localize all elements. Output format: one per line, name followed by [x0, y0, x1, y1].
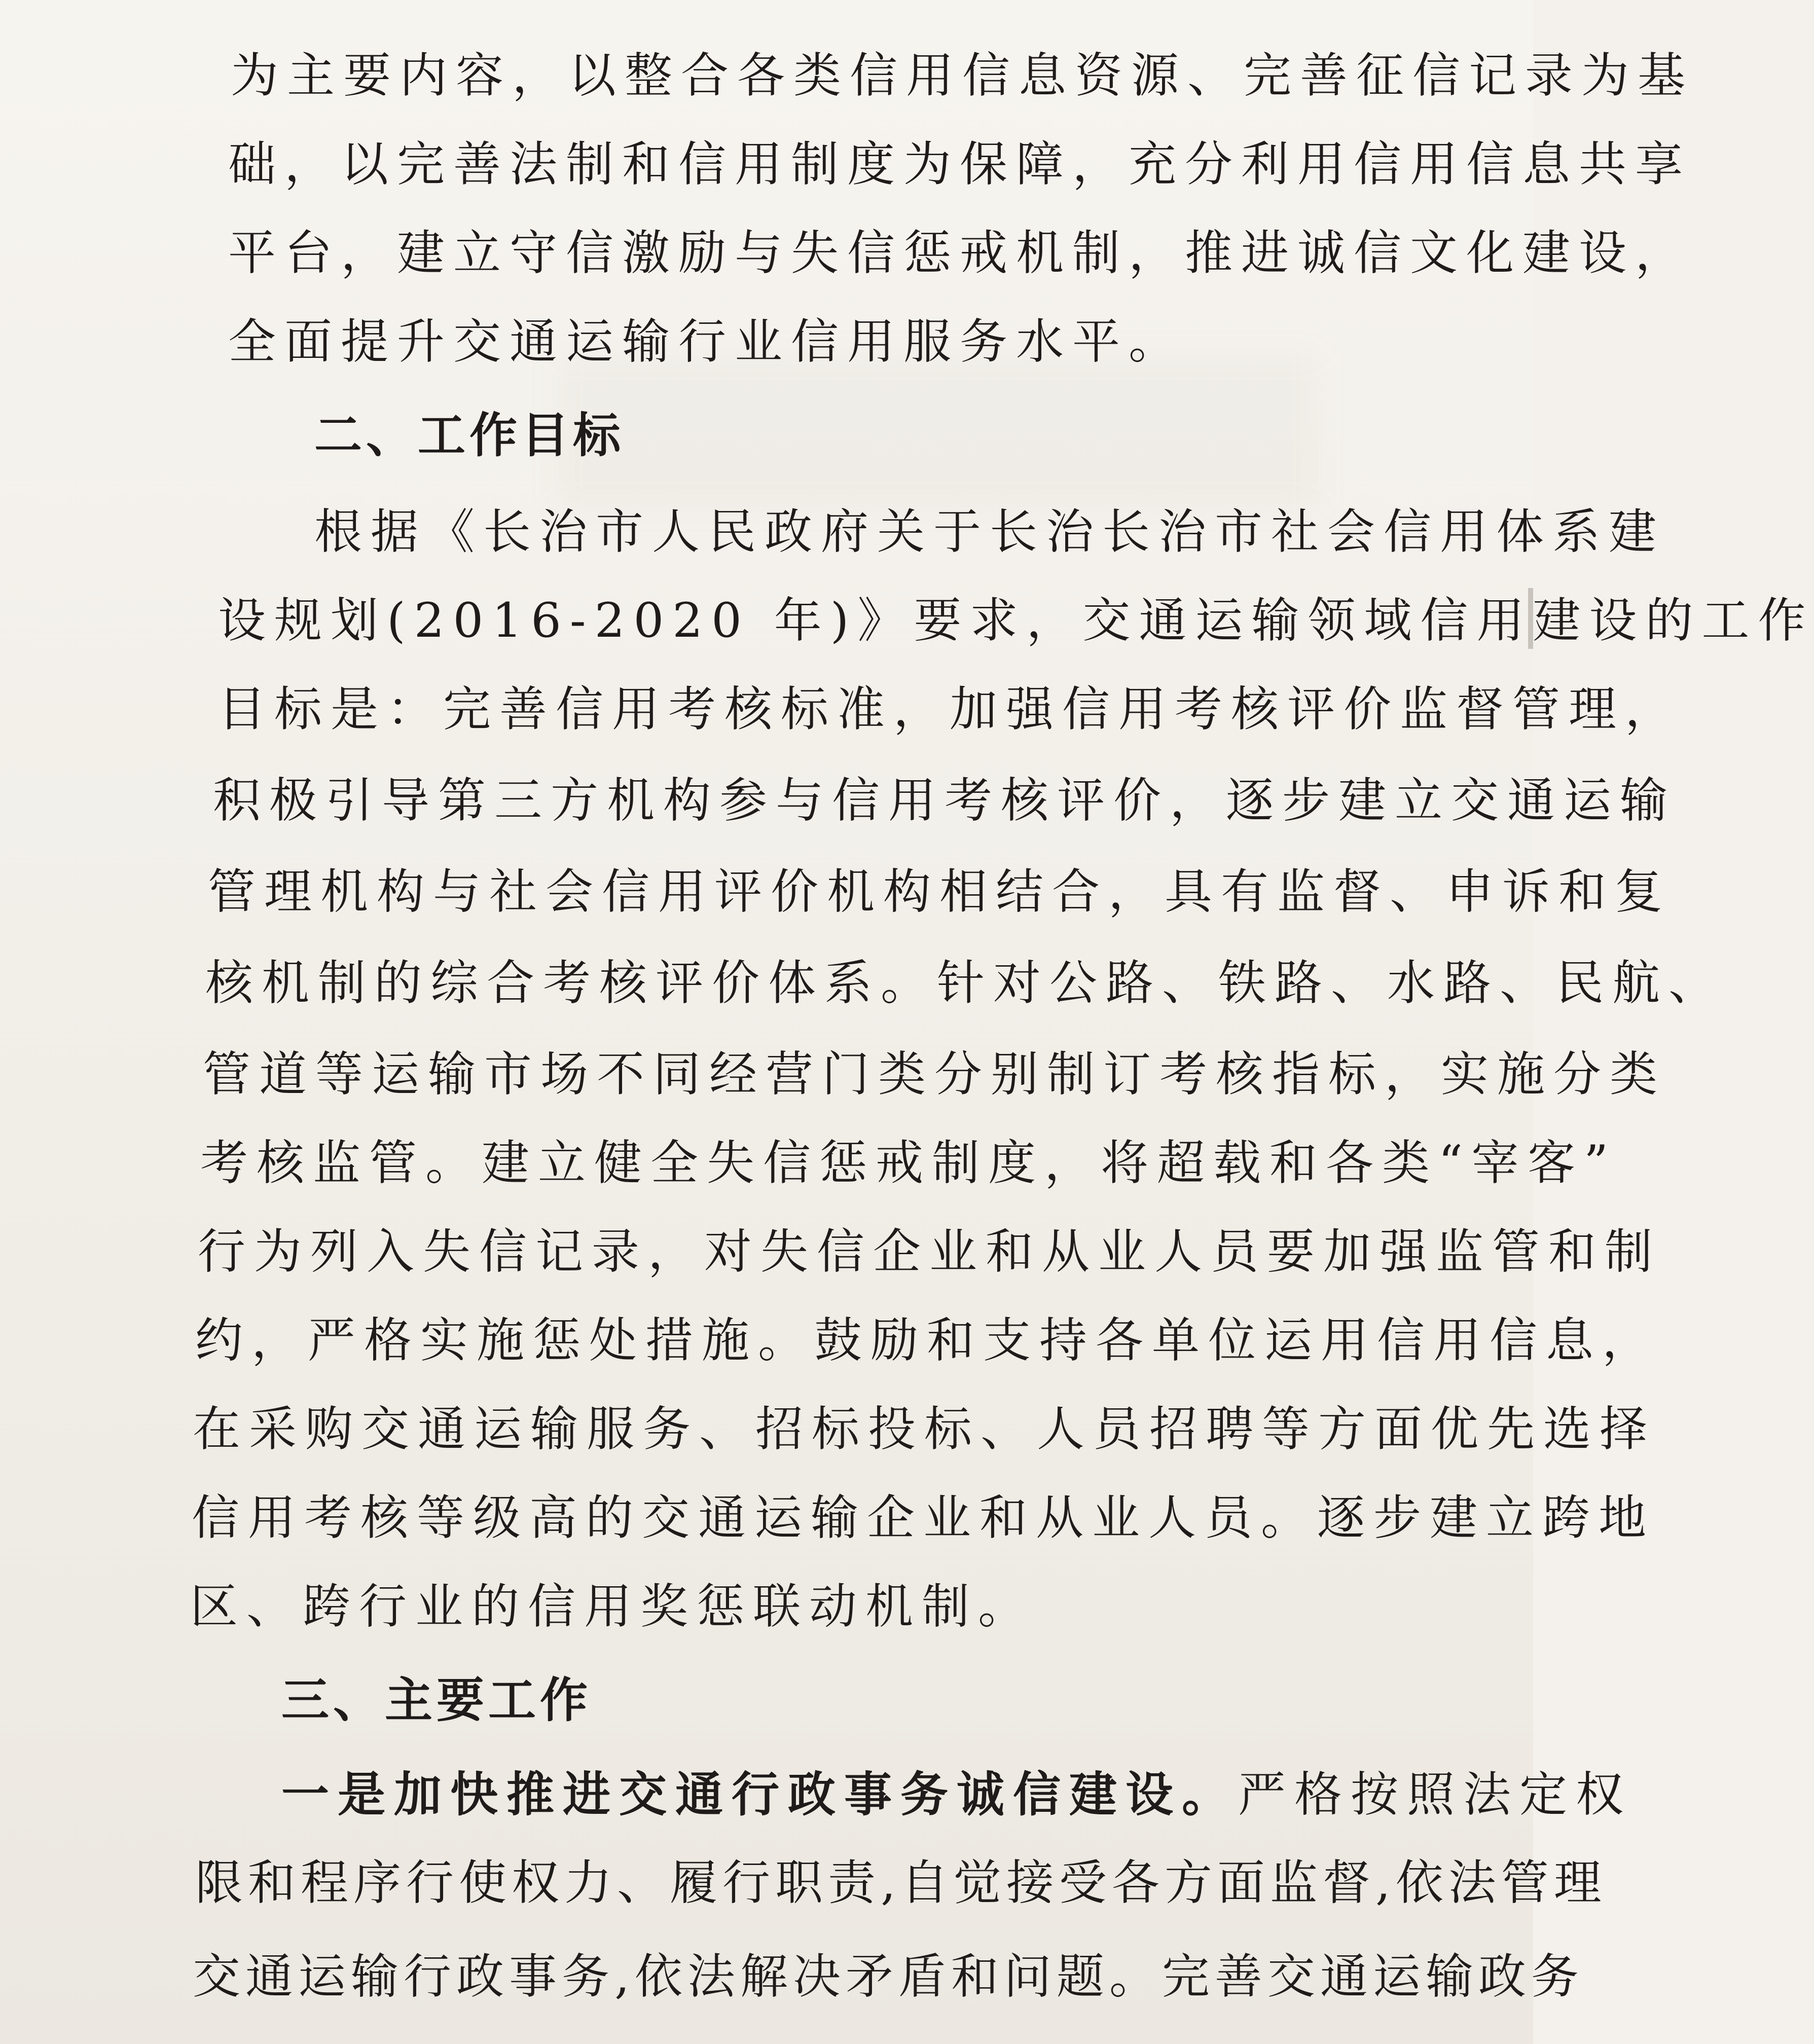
- section-3-lead: 一是加快推进交通行政事务诚信建设。: [281, 1767, 1239, 1822]
- section-3-line-2: 限和程序行使权力、履行职责,自觉接受各方面监督,依法管理: [195, 1855, 1607, 1911]
- section-3-line-1: [281, 1759, 1632, 1831]
- section-2-line-12: 信用考核等级高的交通运输企业和从业人员。逐步建立跨地: [192, 1490, 1655, 1546]
- section-3-lead-rest: 严格按照法定权: [1238, 1767, 1632, 1822]
- intro-line-2: 础，以完善法制和信用制度为保障，充分利用信用信息共享: [228, 137, 1692, 192]
- intro-line-3: 平台，建立守信激励与失信惩戒机制，推进诚信文化建设，: [228, 226, 1692, 281]
- section-2-line-2: 设规划(2016-2020 年)》要求，交通运输领域信用建设的工作: [218, 593, 1814, 648]
- section-2-line-13: 区、跨行业的信用奖惩联动机制。: [190, 1579, 1035, 1634]
- section-2-line-10: 约，严格实施惩处措施。鼓励和支持各单位运用信用信息，: [195, 1313, 1659, 1368]
- section-2-heading: 二、工作目标: [314, 408, 625, 463]
- intro-line-4: 全面提升交通运输行业信用服务水平。: [228, 314, 1185, 370]
- section-2-line-11: 在采购交通运输服务、招标投标、人员招聘等方面优先选择: [193, 1402, 1656, 1457]
- section-3-line-3: 交通运输行政事务,依法解决矛盾和问题。完善交通运输政务: [193, 1949, 1584, 2004]
- section-2-line-7: 管道等运输市场不同经营门类分别制订考核指标，实施分类: [203, 1047, 1666, 1102]
- section-2-line-1: 根据《长治市人民政府关于长治长治市社会信用体系建: [314, 504, 1665, 560]
- intro-line-1: 为主要内容，以整合各类信用信息资源、完善征信记录为基: [231, 48, 1694, 103]
- section-2-line-5: 管理机构与社会信用评价机构相结合，具有监督、申诉和复: [208, 864, 1672, 920]
- section-2-line-8: 考核监管。建立健全失信惩戒制度，将超载和各类“宰客”: [200, 1136, 1617, 1191]
- section-2-line-6: 核机制的综合考核评价体系。针对公路、铁路、水路、民航、: [205, 956, 1725, 1011]
- section-2-line-4: 积极引导第三方机构参与信用考核评价，逐步建立交通运输: [213, 773, 1677, 828]
- section-3-heading: 三、主要工作: [281, 1673, 592, 1728]
- section-2-line-9: 行为列入失信记录，对失信企业和从业人员要加强监管和制: [198, 1224, 1661, 1280]
- bleed-through-shadow: [558, 355, 1318, 507]
- section-2-line-3: 目标是：完善信用考核标准，加强信用考核评价监督管理，: [218, 682, 1682, 737]
